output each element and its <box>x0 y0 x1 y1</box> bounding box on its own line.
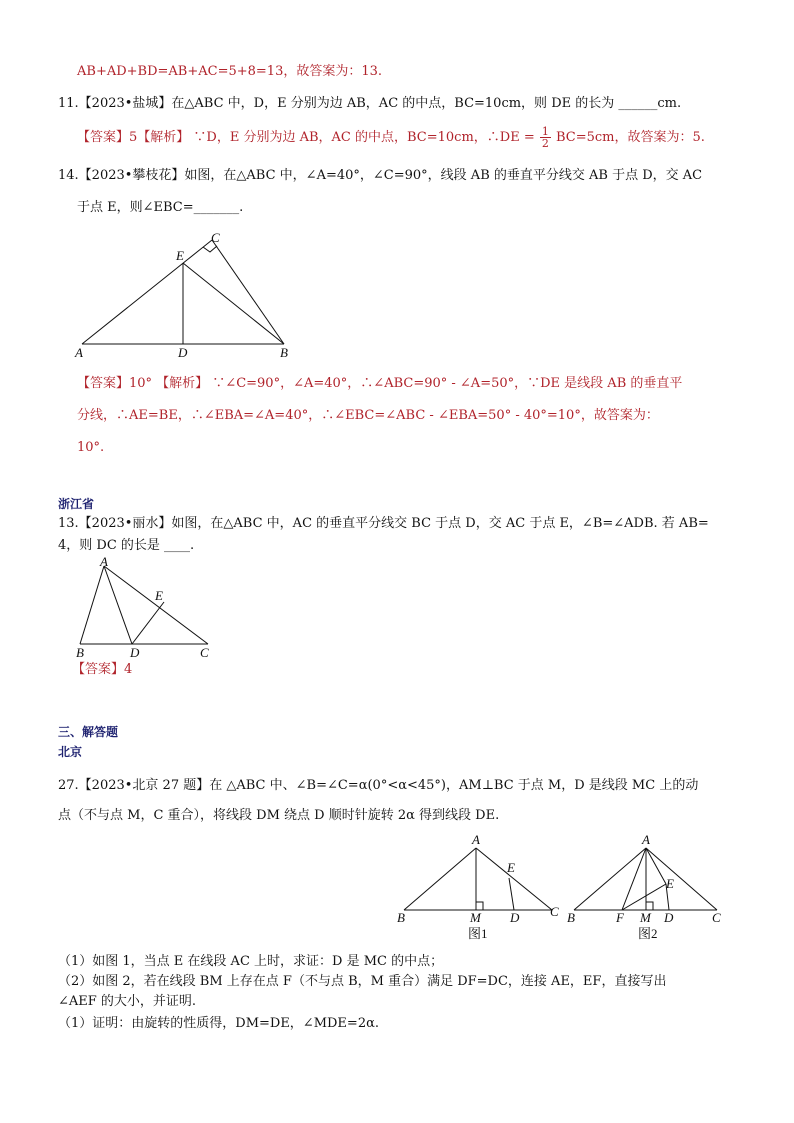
point-label-A: A <box>642 832 650 847</box>
point-label-E: E <box>666 876 674 891</box>
question-13-line1: 13.【2023•丽水】如图，在△ABC 中，AC 的垂直平分线交 BC 于点 D，交 AC 于点 E，∠B=∠ADB. 若 AB= <box>58 516 709 531</box>
figure-q14 <box>70 228 300 363</box>
question-14-line2: 于点 E，则∠EBC=_______. <box>77 200 244 215</box>
point-label-E: E <box>507 860 515 875</box>
fraction <box>540 126 551 149</box>
point-label-A: A <box>100 554 108 569</box>
answer-14-line2: 分线，∴AE=BE，∴∠EBA=∠A=40°，∴∠EBC=∠ABC - ∠EBA=50° - 40°=10°，故答案为： <box>77 408 659 423</box>
point-label-B: B <box>397 910 405 925</box>
answer-11-pre: 【答案】5【解析】 ∵D，E 分别为边 AB，AC 的中点，BC=10cm，∴DE = <box>77 130 535 145</box>
question-14-line1: 14.【2023•攀枝花】如图，在△ABC 中，∠A=40°，∠C=90°，线段 AB 的垂直平分线交 AB 于点 D，交 AC <box>58 168 703 183</box>
fraction-denominator: 2 <box>541 137 549 150</box>
point-label-F: F <box>616 910 624 925</box>
point-label-D: D <box>664 910 674 925</box>
part-2-line2: ∠AEF 的大小，并证明. <box>58 994 197 1009</box>
figure-27-1 <box>392 830 567 945</box>
point-label-B: B <box>280 345 288 360</box>
point-label-C: C <box>550 904 559 919</box>
point-label-M: M <box>640 910 651 925</box>
point-label-C: C <box>712 910 721 925</box>
point-label-E: E <box>176 248 184 263</box>
point-label-C: C <box>211 230 220 245</box>
proof-1: （1）证明：由旋转的性质得，DM=DE，∠MDE=2α. <box>58 1016 380 1031</box>
answer-14-line3: 10°. <box>77 440 105 455</box>
prev-answer-line: AB+AD+BD=AB+AC=5+8=13，故答案为：13. <box>77 64 383 79</box>
answer-11-post: BC=5cm，故答案为：5. <box>556 130 705 145</box>
question-27-line2: 点（不与点 M，C 重合），将线段 DM 绕点 D 顺时针旋转 2α 得到线段 DE. <box>58 808 500 823</box>
point-label-M: M <box>470 910 481 925</box>
fraction-numerator: 1 <box>541 125 549 138</box>
answer-13: 【答案】4 <box>72 662 133 677</box>
point-label-B: B <box>567 910 575 925</box>
province-heading-zhejiang: 浙江省 <box>58 497 95 511</box>
part-1: （1）如图 1，当点 E 在线段 AC 上时，求证：D 是 MC 的中点； <box>58 954 444 969</box>
point-label-A: A <box>75 345 83 360</box>
point-label-B: B <box>76 645 84 659</box>
question-11: 11.【2023•盐城】在△ABC 中，D，E 分别为边 AB，AC 的中点，BC=10cm，则 DE 的长为 ______cm. <box>58 96 682 111</box>
answer-11 <box>77 126 705 149</box>
part-2-line1: （2）如图 2，若在线段 BM 上存在点 F（不与点 B，M 重合）满足 DF=DC，连接 AE，EF，直接写出 <box>58 974 667 989</box>
point-label-C: C <box>200 645 209 659</box>
section-heading-3: 三、解答题 <box>58 725 119 739</box>
figure-caption-1: 图1 <box>468 926 488 941</box>
province-heading-beijing: 北京 <box>58 745 83 759</box>
point-label-A: A <box>472 832 480 847</box>
question-27-line1: 27.【2023•北京 27 题】在 △ABC 中、∠B=∠C=α(0°<α<45°)，AM⊥BC 于点 M，D 是线段 MC 上的动 <box>58 778 699 793</box>
point-label-E: E <box>155 588 163 603</box>
answer-14-line1: 【答案】10° 【解析】 ∵∠C=90°，∠A=40°，∴∠ABC=90° - ∠A=50°，∵DE 是线段 AB 的垂直平 <box>77 376 683 391</box>
question-13-line2: 4，则 DC 的长是 ____. <box>58 538 195 553</box>
figure-caption-2: 图2 <box>638 926 658 941</box>
point-label-D: D <box>178 345 188 360</box>
point-label-D: D <box>130 645 140 659</box>
figure-27-2 <box>562 830 737 945</box>
figure-q13 <box>70 554 220 659</box>
point-label-D: D <box>510 910 520 925</box>
